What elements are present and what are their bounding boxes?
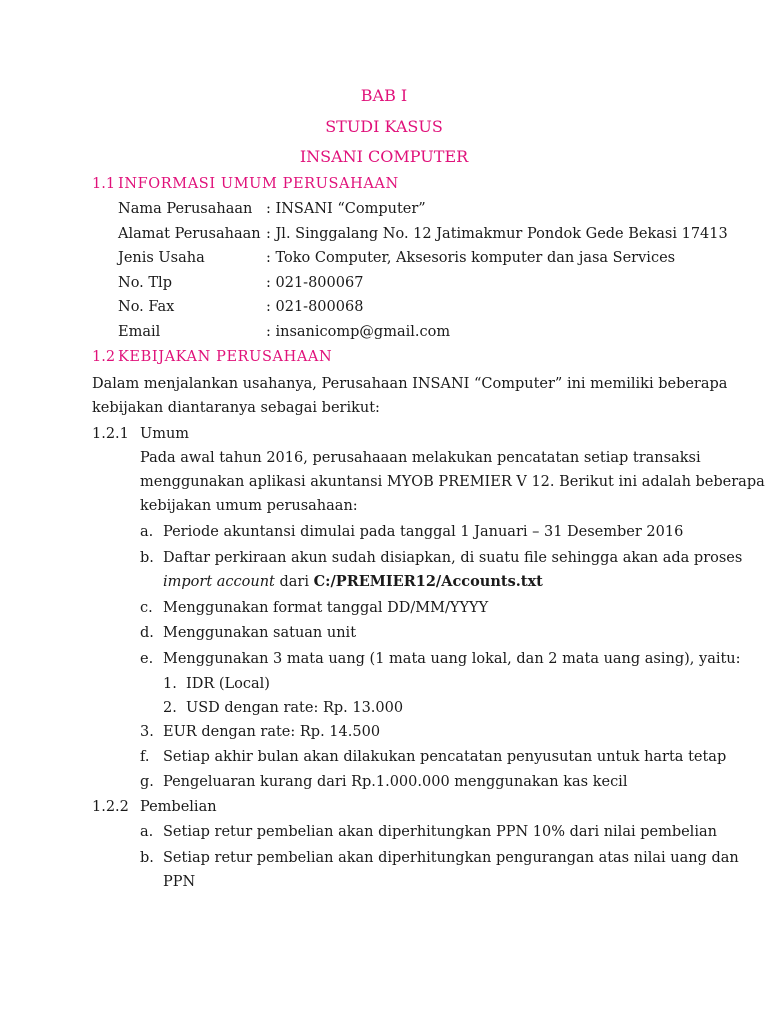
inline-text: dari xyxy=(274,574,314,590)
section-heading: INFORMASI UMUM PERUSAHAAN xyxy=(118,176,399,192)
list-item-continuation: PPN xyxy=(163,874,196,890)
list-marker: g. xyxy=(140,774,154,790)
list-item: EUR dengan rate: Rp. 14.500 xyxy=(163,724,381,740)
list-marker: 3. xyxy=(140,724,154,740)
info-value: : insanicomp@gmail.com xyxy=(266,324,451,340)
list-item: Menggunakan satuan unit xyxy=(163,625,357,641)
list-marker: c. xyxy=(140,600,153,616)
list-marker: b. xyxy=(140,850,154,866)
subsection-number: 1.2.1 xyxy=(92,426,129,442)
list-item: Menggunakan 3 mata uang (1 mata uang lokal, dan 2 mata uang asing), yaitu: xyxy=(163,651,741,667)
info-label: No. Fax xyxy=(118,299,175,315)
company-title: INSANI COMPUTER xyxy=(299,147,469,166)
list-item: Setiap retur pembelian akan diperhitungkan PPN 10% dari nilai pembelian xyxy=(163,824,717,840)
subsection-number: 1.2.2 xyxy=(92,799,129,815)
subsection-heading: Pembelian xyxy=(140,799,217,815)
list-item: IDR (Local) xyxy=(186,676,270,692)
file-path: C:/PREMIER12/Accounts.txt xyxy=(313,573,543,590)
list-item: Daftar perkiraan akun sudah disiapkan, di suatu file sehingga akan ada proses xyxy=(163,550,743,566)
italic-term: import account xyxy=(163,574,275,590)
list-marker: 1. xyxy=(163,676,177,692)
info-label: Nama Perusahaan xyxy=(118,201,253,217)
paragraph-line: Pada awal tahun 2016, perusahaaan melakukan pencatatan setiap transaksi xyxy=(140,450,701,466)
info-value: : Toko Computer, Aksesoris komputer dan jasa Services xyxy=(266,250,676,266)
paragraph-line: kebijakan umum perusahaan: xyxy=(140,498,358,514)
section-heading: KEBIJAKAN PERUSAHAAN xyxy=(118,349,333,365)
info-label: Alamat Perusahaan xyxy=(118,226,261,242)
chapter-subtitle: STUDI KASUS xyxy=(325,117,443,136)
info-value: : 021-800068 xyxy=(266,299,364,315)
section-number: 1.1 xyxy=(92,176,116,192)
list-item: USD dengan rate: Rp. 13.000 xyxy=(186,700,404,716)
list-marker: a. xyxy=(140,824,154,840)
subsection-heading: Umum xyxy=(140,426,190,442)
info-value: : 021-800067 xyxy=(266,275,364,291)
paragraph-line: menggunakan aplikasi akuntansi MYOB PREMIER V 12. Berikut ini adalah beberapa xyxy=(140,474,765,490)
section-number: 1.2 xyxy=(92,349,116,365)
list-item: Pengeluaran kurang dari Rp.1.000.000 menggunakan kas kecil xyxy=(163,774,628,790)
list-marker: f. xyxy=(140,749,150,765)
paragraph-line: kebijakan diantaranya sebagai berikut: xyxy=(92,400,380,416)
info-label: Jenis Usaha xyxy=(118,250,205,266)
list-marker: a. xyxy=(140,524,154,540)
list-item-continuation xyxy=(163,572,543,592)
list-marker: d. xyxy=(140,625,154,641)
list-item: Setiap retur pembelian akan diperhitungkan pengurangan atas nilai uang dan xyxy=(163,850,739,866)
paragraph-line: Dalam menjalankan usahanya, Perusahaan INSANI “Computer” ini memiliki beberapa xyxy=(92,376,728,392)
list-marker: e. xyxy=(140,651,154,667)
list-item: Setiap akhir bulan akan dilakukan pencatatan penyusutan untuk harta tetap xyxy=(163,749,727,765)
list-item: Periode akuntansi dimulai pada tanggal 1 Januari – 31 Desember 2016 xyxy=(163,524,684,540)
info-value: : INSANI “Computer” xyxy=(266,201,426,217)
list-item: Menggunakan format tanggal DD/MM/YYYY xyxy=(163,600,489,616)
list-marker: b. xyxy=(140,550,154,566)
chapter-title: BAB I xyxy=(360,86,408,105)
list-marker: 2. xyxy=(163,700,177,716)
info-value: : Jl. Singgalang No. 12 Jatimakmur Pondok Gede Bekasi 17413 xyxy=(266,226,728,242)
info-label: Email xyxy=(118,324,161,340)
info-label: No. Tlp xyxy=(118,275,172,291)
